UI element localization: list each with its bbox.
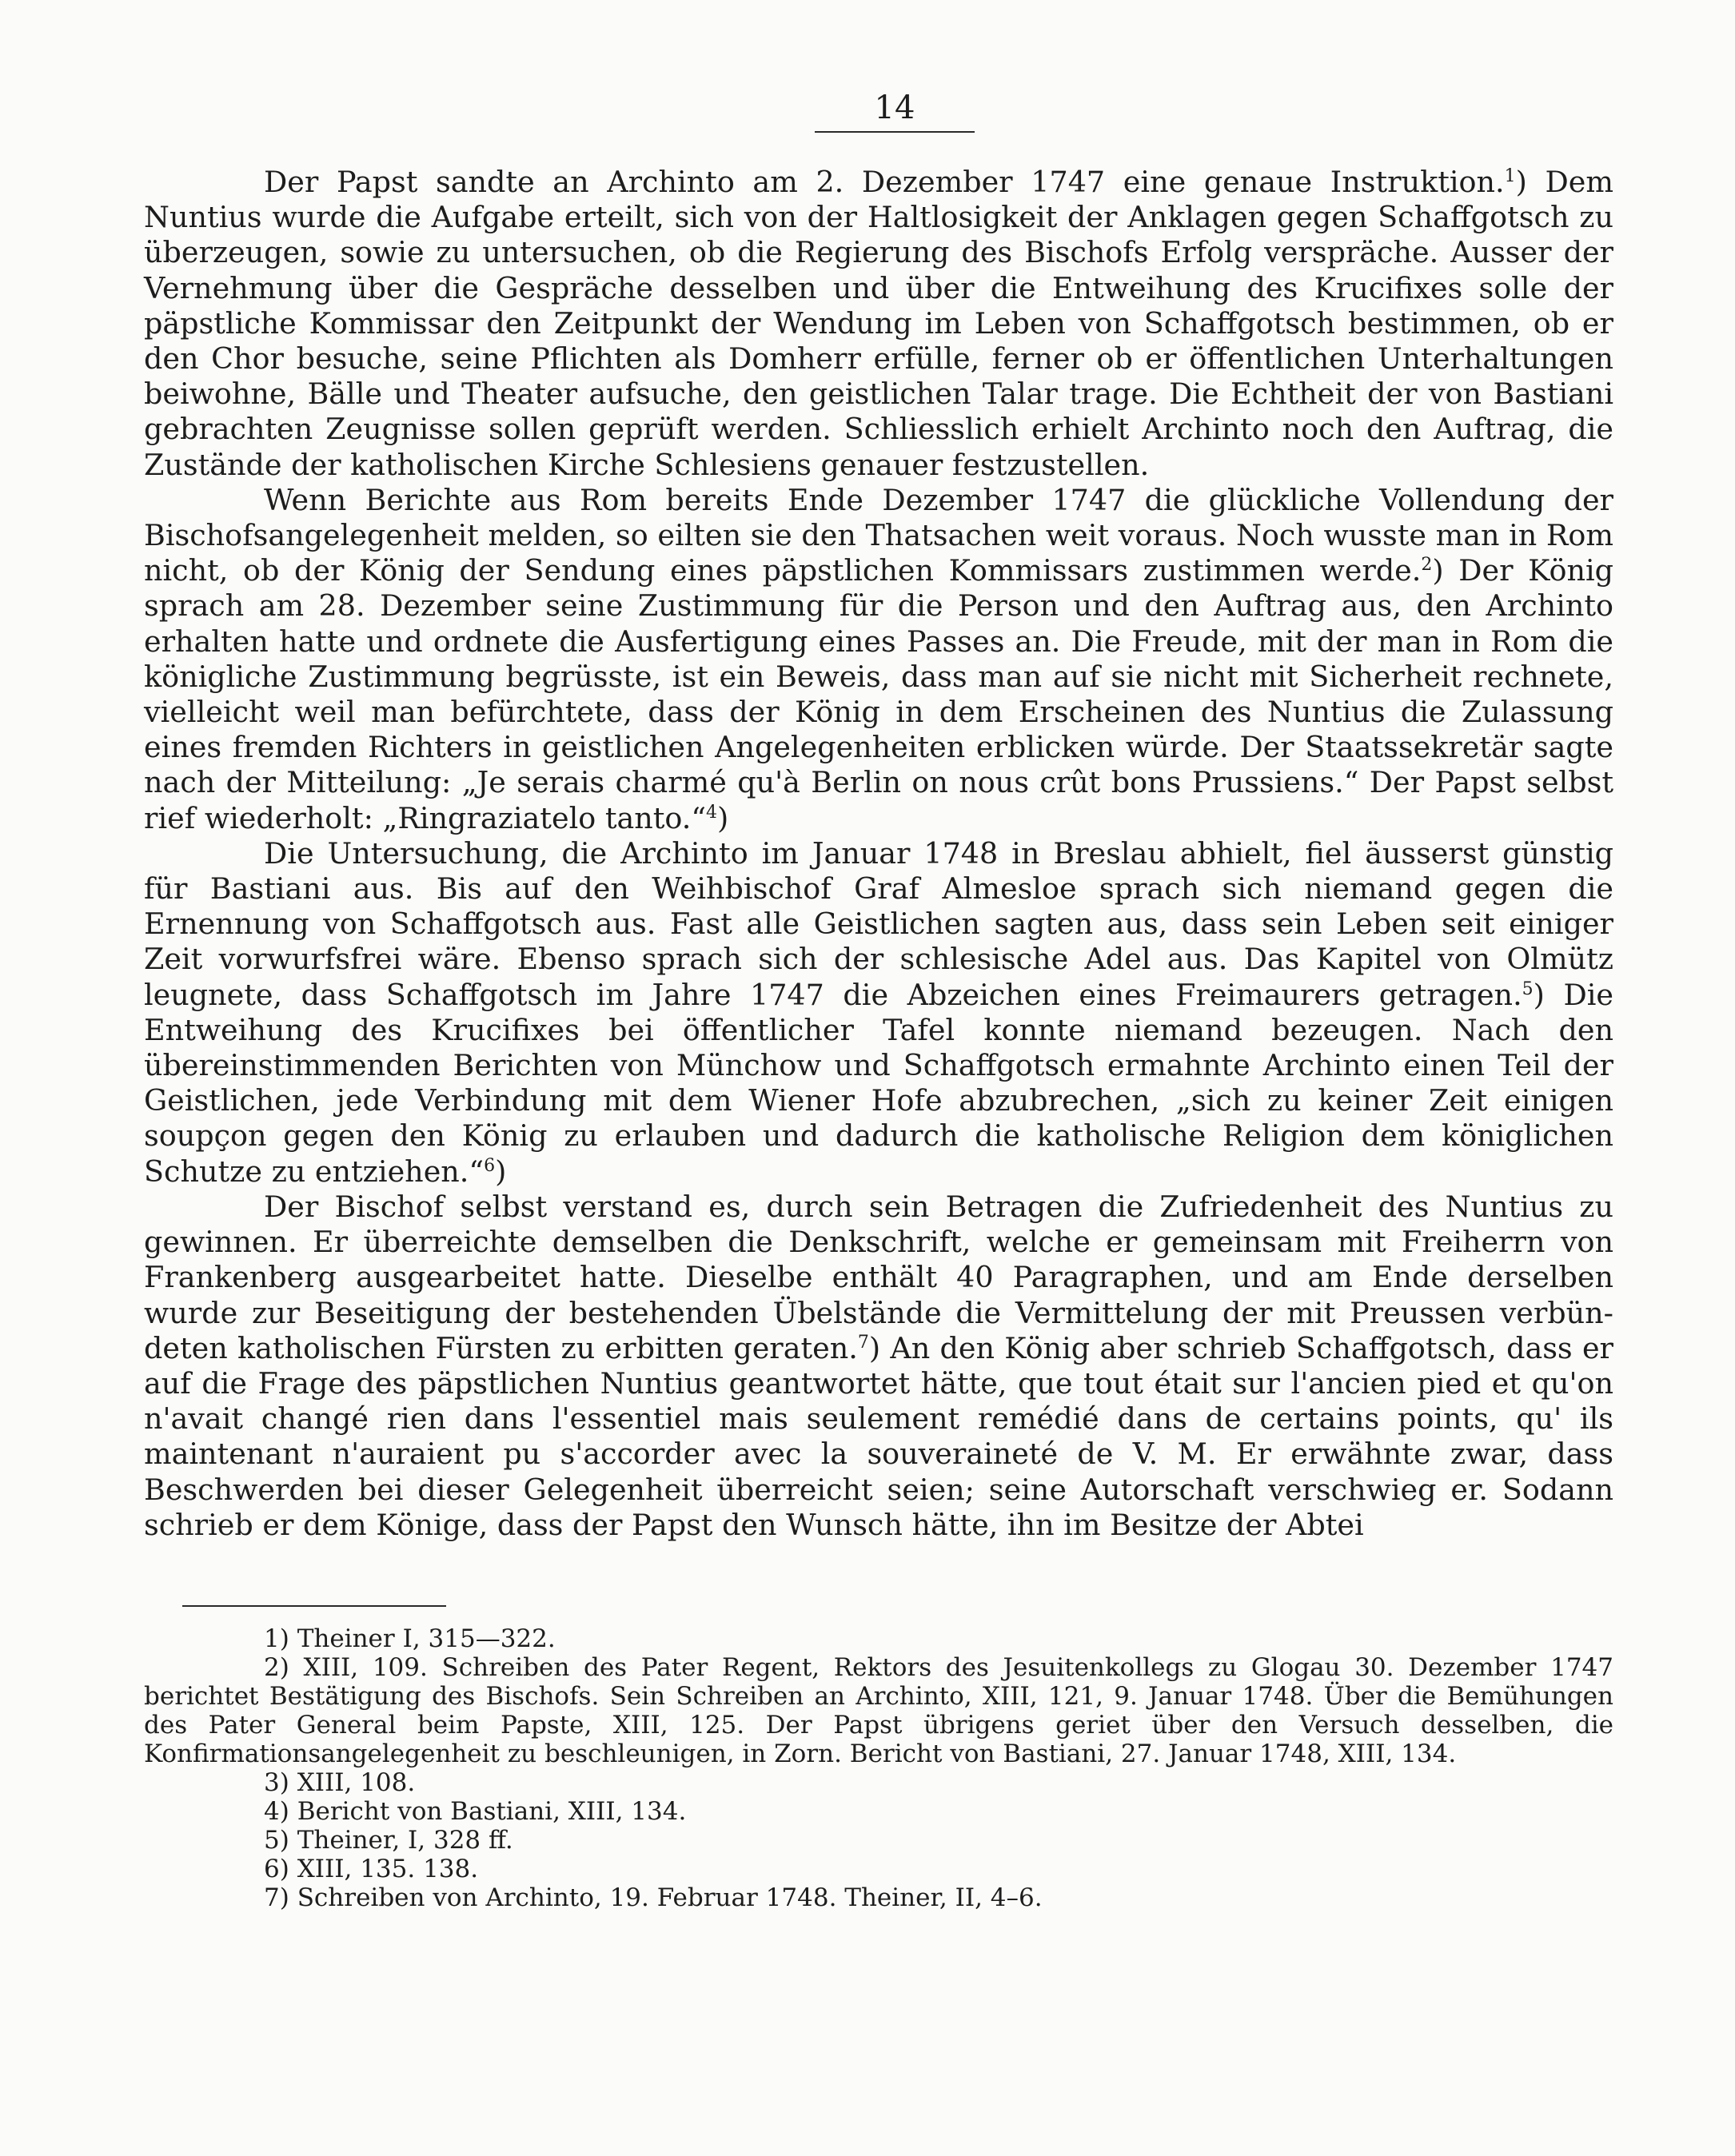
footnotes xyxy=(144,1624,1613,1912)
paragraph-text: Der Papst sandte an Archinto am 2. Dezember 1747 eine genaue Instruktion. xyxy=(264,165,1505,199)
paragraph-text: ) xyxy=(717,800,729,835)
footnote-ref: 7 xyxy=(857,1332,869,1353)
paragraph-text: Wenn Berichte aus Rom bereits Ende Dezember 1747 die glückliche Vollendung der Bischofsangelegenheit melden, so eilten sie den Thatsachen weit voraus. Noch wusste man in Rom nicht, ob der König der Sendung eines päpstlichen Kommissars zustimmen werde. xyxy=(144,482,1613,588)
page-number-rule xyxy=(815,131,975,133)
footnote-text: XIII, 108. xyxy=(297,1767,416,1797)
footnote xyxy=(144,1624,1613,1653)
footnote-number: 7) xyxy=(264,1883,289,1912)
footnote-number: 1) xyxy=(264,1624,289,1653)
footnote-ref: 2 xyxy=(1421,555,1433,576)
footnote-text: XIII, 135. 138. xyxy=(297,1854,479,1883)
paragraph-text: ) Der König sprach am 28. Dezember seine Zustimmung für die Person und den Auftrag aus, den Archinto erhalten hatte und ordnete die Ausfertigung eines Passes an. Die Freude, mit der man in Rom die königliche Zustimmung begrüsste, ist ein Beweis, dass man auf sie nicht mit Sicherheit rechnete, vielleicht weil man befürchtete, dass der König in dem Erscheinen des Nuntius die Zulassung eines fremden Richters in geistlichen Angelegenheiten erblicken würde. Der Staatssekretär sagte nach der Mitteilung: „Je serais charmé qu'à Berlin on nous crût bons Prussiens.“ Der Papst selbst rief wiederholt: „Ringraziatelo tanto.“ xyxy=(144,553,1613,835)
footnote-text: Theiner, I, 328 ff. xyxy=(297,1825,513,1855)
footnote-number: 6) xyxy=(264,1854,289,1883)
footnote-rule xyxy=(182,1605,446,1607)
footnote-text: XIII, 109. Schreiben des Pater Regent, Rektors des Jesuitenkollegs zu Glogau 30. Dezember 1747 berichtet Bestätigung des Bischofs. Sein Schreiben an Archinto, XIII, 121, 9. Januar 1748. Über die Bemühungen des Pater General beim Papste, XIII, 125. Der Papst übrigens geriet über den Versuch desselben, die Konfirmationsangelegenheit zu beschleunigen, in Zorn. Bericht von Bastiani, 27. Januar 1748, XIII, 134. xyxy=(144,1652,1613,1768)
footnote-number: 5) xyxy=(264,1825,289,1855)
footnote-number: 4) xyxy=(264,1796,289,1826)
footnote xyxy=(144,1855,1613,1883)
footnote-number: 3) xyxy=(264,1767,289,1797)
page-number: 14 xyxy=(874,90,915,126)
paragraph-text: ) An den König aber schrieb Schaffgotsch, dass er auf die Frage des päpstlichen Nuntius geantwortet hätte, que tout était sur l'ancien pied et qu'on n'avait changé rien dans l'essentiel mais seulement remédié dans de certains points, qu' ils maintenant n'auraient pu s'accorder avec la souveraineté de V. M. Er erwähnte zwar, dass Beschwerden bei dieser Gelegenheit überreicht seien; seine Autorschaft verschwieg er. Sodann schrieb er dem Könige, dass der Papst den Wunsch hätte, ihn im Besitze der Abtei xyxy=(144,1330,1613,1542)
paragraph-text: ) Dem Nuntius wurde die Aufgabe erteilt, sich von der Haltlosigkeit der Anklagen gegen Schaffgotsch zu überzeugen, sowie zu untersuchen, ob die Regierung des Bischofs Erfolg verspräche. Ausser der Vernehmung über die Gespräche desselben und über die Entweihung des Krucifixes solle der päpstliche Kommissar den Zeitpunkt der Wendung im Leben von Schaffgotsch bestimmen, ob er den Chor besuche, seine Pflichten als Domherr erfülle, ferner ob er öffentlichen Unterhaltungen beiwohne, Bälle und Theater aufsuche, den geistlichen Talar trage. Die Echtheit der von Bastiani gebrachten Zeugnisse sollen geprüft werden. Schliesslich erhielt Archinto noch den Auftrag, die Zustände der katholischen Kirche Schlesiens genauer festzustellen. xyxy=(144,165,1613,482)
footnote-ref: 5 xyxy=(1522,978,1534,999)
paragraph xyxy=(144,836,1613,1190)
footnote-text: Bericht von Bastiani, XIII, 134. xyxy=(297,1796,687,1826)
footnote-text: Schreiben von Archinto, 19. Februar 1748. Theiner, II, 4–6. xyxy=(297,1883,1043,1912)
footnote-number: 2) xyxy=(264,1652,289,1682)
footnote-text: Theiner I, 315—322. xyxy=(297,1624,556,1653)
footnote-ref: 6 xyxy=(484,1155,496,1176)
paragraph xyxy=(144,165,1613,483)
paragraph-text: Die Untersuchung, die Archinto im Januar 1748 in Breslau abhielt, fiel äusserst günstig für Bastiani aus. Bis auf den Weihbischof Graf Almesloe sprach sich niemand gegen die Ernennung von Schaffgotsch aus. Fast alle Geistlichen sagten aus, dass sein Leben seit einiger Zeit vorwurfsfrei wäre. Ebenso sprach sich der schlesische Adel aus. Das Kapitel von Olmütz leugnete, dass Schaffgotsch im Jahre 1747 die Abzeichen eines Freimaurers getragen. xyxy=(144,835,1613,1012)
footnote xyxy=(144,1797,1613,1826)
footnote-ref: 4 xyxy=(706,802,718,823)
document-page xyxy=(144,88,1613,1912)
body-text xyxy=(144,165,1613,1543)
footnote xyxy=(144,1768,1613,1797)
paragraph-text: ) Die Entweihung des Krucifixes bei öffentlicher Tafel konnte niemand bezeugen. Nach den übereinstimmenden Berichten von Münchow und Schaffgotsch ermahnte Archinto einen Teil der Geistlichen, jede Verbindung mit dem Wiener Hofe abzubrechen, „sich zu keiner Zeit einigen soupçon gegen den König zu erlauben und dadurch die katholische Religion dem königlichen Schutze zu entziehen.“ xyxy=(144,977,1613,1189)
paragraph xyxy=(144,1190,1613,1543)
paragraph xyxy=(144,483,1613,836)
paragraph-text: Der Bischof selbst verstand es, durch sein Betragen die Zufriedenheit des Nuntius zu gewinnen. Er überreichte demselben die Denkschrift, welche er gemeinsam mit Freiherrn von Frankenberg ausgearbeitet hatte. Dieselbe enthält 40 Paragraphen, und am Ende derselben wurde zur Beseitigung der bestehenden Übelstände die Vermittelung der mit Preussen verbündeten katholischen Fürsten zu erbitten geraten. xyxy=(144,1189,1613,1365)
footnote-ref: 1 xyxy=(1504,165,1516,186)
footnote xyxy=(144,1653,1613,1768)
paragraph-text: ) xyxy=(495,1154,507,1189)
footnote xyxy=(144,1826,1613,1855)
footnote xyxy=(144,1883,1613,1912)
